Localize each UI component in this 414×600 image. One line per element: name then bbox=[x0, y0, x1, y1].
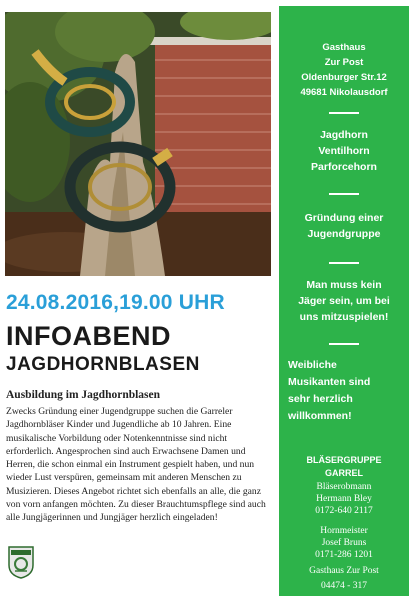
contact-venue bbox=[279, 565, 409, 592]
instrument-list bbox=[279, 127, 409, 175]
address-line: Gasthaus bbox=[322, 42, 366, 53]
hunter-note-line: uns mitzuspielen! bbox=[299, 311, 389, 323]
contact-venue-name: Gasthaus Zur Post bbox=[309, 566, 379, 576]
event-date: 24.08.2016,19.00 UHR bbox=[6, 291, 225, 314]
body-line: musikalische Vorbildung oder Notenkenntnisse sind nicht bbox=[6, 432, 228, 444]
body-line: von vorn anfangen möchten. Zu dieser Brauchtumspflege sind auch bbox=[6, 499, 266, 511]
contact-person: Josef Bruns bbox=[321, 538, 367, 548]
contact-hornmaster bbox=[279, 525, 409, 561]
divider bbox=[329, 262, 359, 264]
page-subtitle: JAGDHORNBLASEN bbox=[6, 354, 200, 375]
founding-line: Jugendgruppe bbox=[307, 228, 381, 240]
founding-note bbox=[279, 210, 409, 242]
hunter-note-line: Jäger sein, um bei bbox=[298, 295, 390, 307]
divider bbox=[329, 112, 359, 114]
group-name bbox=[279, 454, 409, 480]
contact-phone: 0171-286 1201 bbox=[315, 550, 373, 560]
page-title: INFOABEND bbox=[6, 321, 171, 351]
address-line: 49681 Nikolausdorf bbox=[300, 87, 388, 98]
contact-chairman bbox=[279, 481, 409, 517]
welcome-note bbox=[288, 357, 406, 425]
group-name-line: BLÄSERGRUPPE bbox=[306, 455, 382, 465]
club-crest-logo bbox=[7, 545, 35, 579]
hunter-note-line: Man muss kein bbox=[306, 279, 382, 291]
body-line: Jagdhornbläser Kinder und Jugendliche ab 10 Jahren. Eine bbox=[6, 419, 232, 431]
address-line: Zur Post bbox=[324, 57, 364, 68]
contact-person: Hermann Bley bbox=[316, 494, 372, 504]
contact-phone: 04474 - 317 bbox=[321, 581, 367, 591]
instrument-item: Ventilhorn bbox=[318, 145, 370, 157]
hunting-horn-photo bbox=[5, 12, 271, 276]
body-line: alle Jungjägerinnen und Jungjäger herzlich eingeladen! bbox=[6, 512, 218, 524]
body-line: wieder Lust verspüren, gemeinsam mit anderen Menschen zu bbox=[6, 472, 242, 484]
section-heading: Ausbildung im Jagdhornblasen bbox=[6, 389, 161, 401]
group-name-line: GARREL bbox=[325, 468, 363, 478]
contact-role: Bläserobmann bbox=[316, 482, 372, 492]
instrument-item: Parforcehorn bbox=[311, 161, 377, 173]
contact-role: Hornmeister bbox=[320, 526, 368, 536]
welcome-line: Weibliche bbox=[288, 359, 337, 371]
body-line: Musizieren. Dieses Angebot richtet sich ebenfalls an alle, die ganz bbox=[6, 485, 261, 497]
body-line: Herren, die schon einmal ein Instrument gespielt haben, und nun bbox=[6, 459, 255, 471]
contact-sidebar bbox=[279, 6, 409, 596]
body-line: erforderlich. Angesprochen sind auch Erwachsene Damen und bbox=[6, 445, 246, 457]
venue-address bbox=[279, 40, 409, 100]
instrument-item: Jagdhorn bbox=[320, 129, 368, 141]
address-line: Oldenburger Str.12 bbox=[301, 72, 387, 83]
founding-line: Gründung einer bbox=[304, 212, 384, 224]
welcome-line: Musikanten sind bbox=[288, 376, 371, 388]
body-text bbox=[6, 405, 274, 525]
body-line: Zwecks Gründung einer Jugendgruppe suchen die Garreler bbox=[6, 406, 233, 417]
divider bbox=[329, 193, 359, 195]
welcome-line: willkommen! bbox=[288, 410, 352, 422]
welcome-line: sehr herzlich bbox=[288, 393, 353, 405]
hunter-note bbox=[279, 277, 409, 325]
divider bbox=[329, 343, 359, 345]
contact-phone: 0172-640 2117 bbox=[315, 506, 373, 516]
